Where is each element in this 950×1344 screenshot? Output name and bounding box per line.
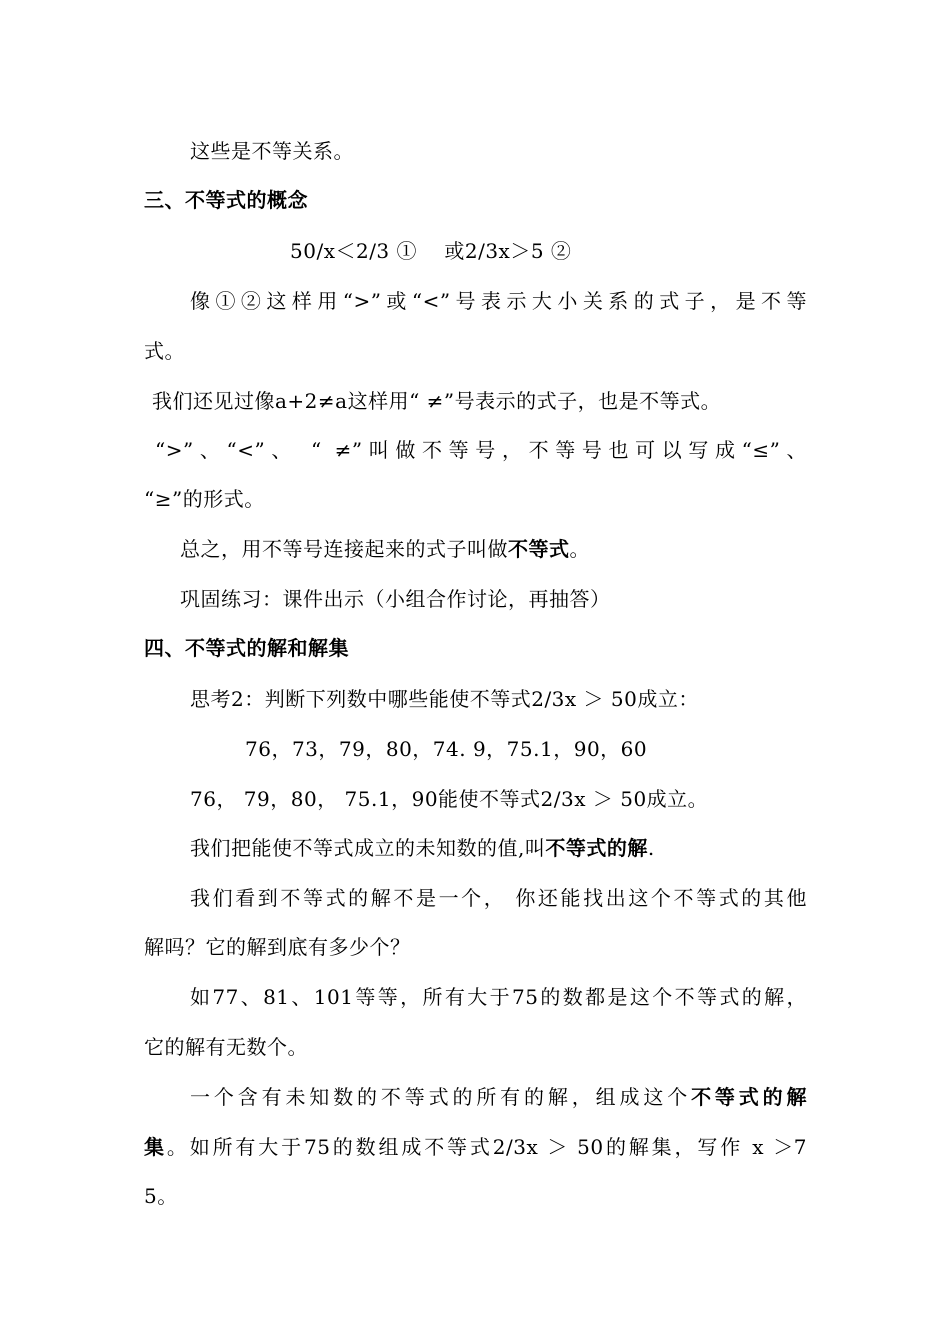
paragraph-solution-set-line1 — [190, 1082, 807, 1112]
paragraph-answer: 76， 79，80， 75.1，90能使不等式2/3x ＞ 50成立。 — [190, 787, 709, 811]
solution-set-example: 。如所有大于75的数组成不等式2/3x ＞ 50的解集，写作 x ＞7 — [166, 1135, 807, 1159]
paragraph-inequality-signs-line2: “≥”的形式。 — [144, 487, 265, 511]
paragraph-practice: 巩固练习：课件出示（小组合作讨论，再抽答） — [180, 587, 611, 611]
paragraph-think-2: 思考2：判断下列数中哪些能使不等式2/3x ＞ 50成立： — [190, 687, 699, 711]
paragraph-like-12-line1: 像①②这样用“>”或“<”号表示大小关系的式子，是不等 — [190, 289, 807, 313]
solution-set-term-part1: 不等式的解 — [691, 1085, 808, 1109]
solution-end: . — [647, 836, 655, 860]
paragraph-inequality-signs-line1: “>”、“<”、 “ ≠”叫做不等号，不等号也可以写成“≤”、 — [155, 438, 807, 462]
paragraph-more-solutions-line1: 我们看到不等式的解不是一个， 你还能找出这个不等式的其他 — [190, 886, 807, 910]
paragraph-not-equal: 我们还见过像a+2≠a这样用“ ≠”号表示的式子，也是不等式。 — [152, 389, 722, 413]
paragraph-examples-line2: 它的解有无数个。 — [144, 1035, 308, 1059]
solution-set-text: 一个含有未知数的不等式的所有的解，组成这个 — [190, 1085, 692, 1109]
paragraph-like-12-line2: 式。 — [144, 339, 185, 363]
paragraph-solution-definition — [190, 833, 655, 863]
paragraph-inequality-relations: 这些是不等关系。 — [190, 139, 354, 163]
paragraph-examples-line1: 如77、81、101等等，所有大于75的数都是这个不等式的解， — [190, 985, 807, 1009]
definition-end: 。 — [569, 537, 590, 561]
definition-term: 不等式 — [508, 537, 570, 561]
solution-set-term-part2: 集 — [144, 1135, 167, 1159]
paragraph-more-solutions-line2: 解吗？它的解到底有多少个？ — [144, 935, 411, 959]
paragraph-definition — [180, 534, 590, 564]
definition-text: 总之，用不等号连接起来的式子叫做 — [180, 537, 508, 561]
section-heading-4: 四、不等式的解和解集 — [144, 636, 349, 660]
paragraph-solution-set-line2 — [144, 1132, 807, 1162]
paragraph-solution-set-line3: 5。 — [144, 1184, 178, 1208]
number-list: 76，73，79，80，74. 9，75.1，90，60 — [245, 737, 648, 761]
solution-text: 我们把能使不等式成立的未知数的值,叫 — [190, 836, 546, 860]
section-heading-3: 三、不等式的概念 — [144, 188, 308, 212]
solution-term: 不等式的解 — [545, 836, 648, 860]
formula-line: 50/x＜2/3 ① 或2/3x＞5 ② — [290, 239, 572, 263]
